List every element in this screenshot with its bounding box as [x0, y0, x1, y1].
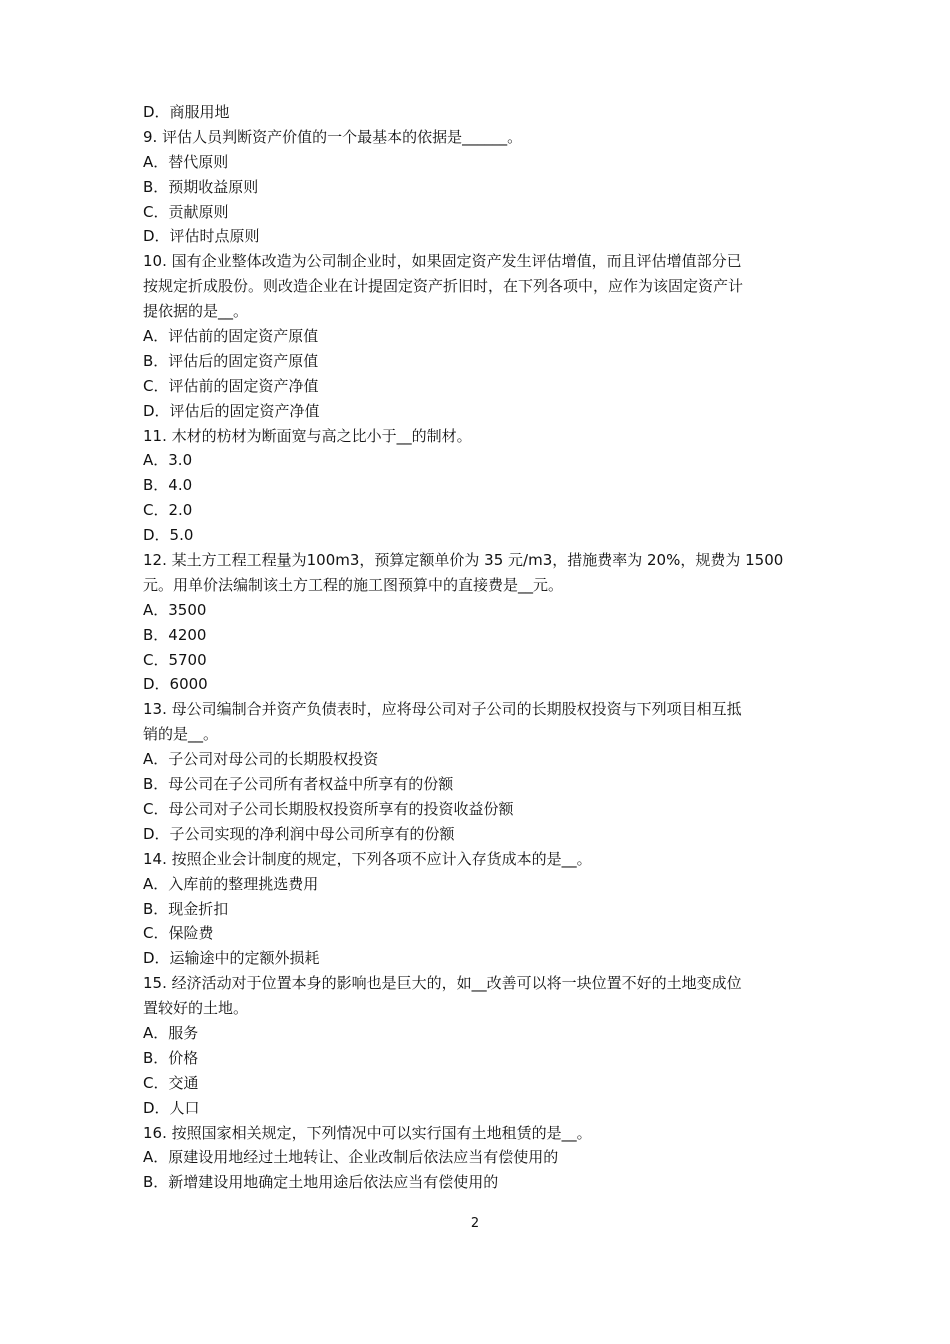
text-line: A．3.0: [143, 451, 193, 470]
text-line: 12. 某土方工程工程量为100m3，预算定额单价为 35 元/m3，措施费率为 20%，规费为 1500: [143, 551, 784, 570]
text-line: B．价格: [143, 1048, 199, 1067]
text-line: 提依据的是__。: [143, 302, 249, 321]
text-line: 9. 评估人员判断资产价值的一个最基本的依据是______。: [143, 127, 523, 146]
text-line: D．子公司实现的净利润中母公司所享有的份额: [143, 824, 455, 843]
text-line: B．4200: [143, 625, 207, 644]
text-line: A．子公司对母公司的长期股权投资: [143, 750, 379, 769]
text-line: 11. 木材的枋材为断面宽与高之比小于__的制材。: [143, 426, 472, 445]
text-line: D．人口: [143, 1098, 200, 1117]
text-line: C．贡献原则: [143, 202, 229, 221]
text-line: C．交通: [143, 1073, 199, 1092]
text-line: A．替代原则: [143, 152, 229, 171]
text-line: A．3500: [143, 600, 207, 619]
text-line: D．6000: [143, 675, 208, 694]
text-line: A．评估前的固定资产原值: [143, 327, 319, 346]
text-line: D．评估时点原则: [143, 227, 260, 246]
text-line: B．母公司在子公司所有者权益中所享有的份额: [143, 775, 454, 794]
text-line: B．4.0: [143, 476, 193, 495]
text-line: A．原建设用地经过土地转让、企业改制后依法应当有偿使用的: [143, 1148, 559, 1167]
page-number: 2: [470, 1216, 480, 1231]
text-line: 14. 按照企业会计制度的规定，下列各项不应计入存货成本的是__。: [143, 849, 592, 868]
page-content: [143, 100, 833, 1195]
text-line: B．预期收益原则: [143, 177, 259, 196]
text-line: 16. 按照国家相关规定，下列情况中可以实行国有土地租赁的是__。: [143, 1123, 592, 1142]
text-line: 13. 母公司编制合并资产负债表时，应将母公司对子公司的长期股权投资与下列项目相互抵: [143, 700, 742, 719]
text-line: 按规定折成股份。则改造企业在计提固定资产折旧时，在下列各项中，应作为该固定资产计: [143, 277, 744, 296]
text-line: D．运输途中的定额外损耗: [143, 949, 320, 968]
text-line: C．5700: [143, 650, 207, 669]
text-line: C．评估前的固定资产净值: [143, 376, 319, 395]
text-line: 15. 经济活动对于位置本身的影响也是巨大的，如__改善可以将一块位置不好的土地变成位: [143, 974, 742, 993]
text-line: D．5.0: [143, 526, 194, 545]
text-line: 置较好的土地。: [143, 999, 249, 1018]
text-line: A．入库前的整理挑选费用: [143, 874, 319, 893]
text-line: C．2.0: [143, 501, 193, 520]
text-line: C．保险费: [143, 924, 214, 943]
text-line: B．评估后的固定资产原值: [143, 351, 319, 370]
text-line: C．母公司对子公司长期股权投资所享有的投资收益份额: [143, 799, 514, 818]
text-line: 元。用单价法编制该土方工程的施工图预算中的直接费是__元。: [143, 575, 564, 594]
text-line: B．现金折扣: [143, 899, 229, 918]
text-line: D．评估后的固定资产净值: [143, 401, 320, 420]
text-line: A．服务: [143, 1023, 199, 1042]
text-line: 销的是__。: [143, 725, 219, 744]
text-line: B．新增建设用地确定土地用途后依法应当有偿使用的: [143, 1173, 499, 1192]
text-line: 10. 国有企业整体改造为公司制企业时，如果固定资产发生评估增值，而且评估增值部分已: [143, 252, 742, 271]
text-line: D．商服用地: [143, 103, 230, 121]
